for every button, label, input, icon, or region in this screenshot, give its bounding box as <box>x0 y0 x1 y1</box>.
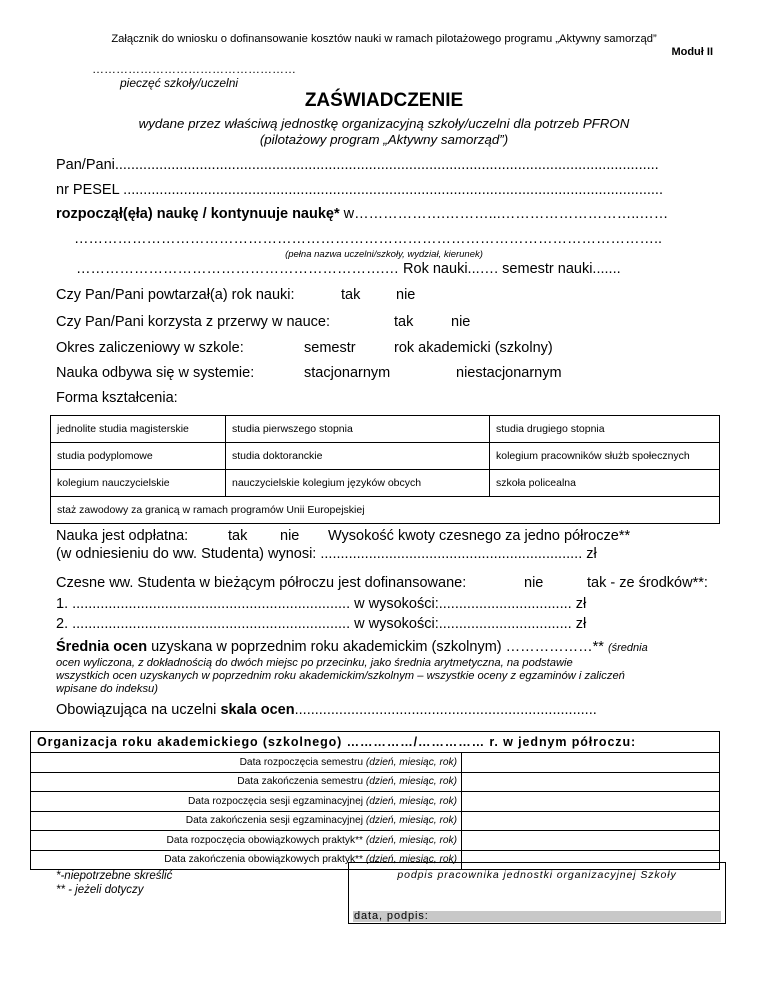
date-label: Data zakończenia obowiązkowych praktyk** (dzień, miesiąc, rok) <box>31 850 462 870</box>
pesel-field[interactable]: nr PESEL ...................................................................................................................................... <box>56 182 663 198</box>
paid-question: Nauka jest odpłatna: <box>56 528 189 544</box>
period-semester[interactable]: semestr <box>304 340 356 356</box>
signature-title: podpis pracownika jednostki organizacyjnej Szkoły <box>397 869 677 881</box>
grade-scale-label: skala ocen <box>220 702 295 718</box>
date-label: Data zakończenia sesji egzaminacyjnej (dzień, miesiąc, rok) <box>31 811 462 831</box>
year-semester-field[interactable]: ……………………………………………………….… Rok nauki...…. semestr nauki....... <box>76 261 621 277</box>
date-label: Data zakończenia semestru (dzień, miesiąc, rok) <box>31 772 462 792</box>
study-dots: w……………….………...………………………..…… <box>339 206 669 222</box>
table-row <box>31 753 720 773</box>
cofinance-question: Czesne ww. Studenta w bieżącym półroczu jest dofinansowane: <box>56 575 467 591</box>
average-note-3: wpisane do indeksu) <box>56 683 158 695</box>
study-field[interactable] <box>56 206 668 222</box>
break-question: Czy Pan/Pani korzysta z przerwy w nauce: <box>56 314 330 330</box>
form-option[interactable]: studia pierwszego stopnia <box>226 416 490 443</box>
date-input[interactable] <box>462 753 720 773</box>
average-note-start: (średnia <box>607 642 648 654</box>
table-row <box>51 470 720 497</box>
subtitle-line2: (pilotażowy program „Aktywny samorząd”) <box>259 132 509 147</box>
education-form-table <box>50 415 720 524</box>
date-input[interactable] <box>462 831 720 851</box>
table-row <box>51 443 720 470</box>
cofinance-no[interactable]: nie <box>524 575 544 591</box>
page-title: ZAŚWIADCZENIE <box>304 90 464 111</box>
date-label: Data rozpoczęcia obowiązkowych praktyk** (dzień, miesiąc, rok) <box>31 831 462 851</box>
date-input[interactable] <box>462 772 720 792</box>
subtitle-line1: wydane przez właściwą jednostkę organizacyjną szkoły/uczelni dla potrzeb PFRON <box>138 116 630 131</box>
signature-box[interactable] <box>348 862 726 924</box>
study-status-label: rozpoczął(ęła) naukę / kontynuuje naukę* <box>56 206 340 222</box>
date-label: Data rozpoczęcia semestru (dzień, miesiąc, rok) <box>31 753 462 773</box>
stamp-dots: …………………………………………… <box>92 62 296 76</box>
table-row <box>31 772 720 792</box>
form-option[interactable]: nauczycielskie kolegium języków obcych <box>226 470 490 497</box>
table-row <box>51 497 720 524</box>
fee-amount-field[interactable]: (w odniesieniu do ww. Studenta) wynosi: ................................................................. zł <box>56 546 597 562</box>
average-dots: uzyskana w poprzednim roku akademickim (szkolnym) ………………** <box>147 639 608 655</box>
stamp-label: pieczęć szkoły/uczelni <box>120 76 239 90</box>
system-fulltime[interactable]: stacjonarnym <box>304 365 391 381</box>
study-dots-line[interactable]: ………………………………………………………………………………………………………….. <box>74 231 663 247</box>
footnote-2: ** - jeżeli dotyczy <box>56 884 144 896</box>
break-no[interactable]: nie <box>451 314 471 330</box>
average-field[interactable] <box>56 639 648 655</box>
grade-scale-field[interactable] <box>56 702 597 718</box>
source-1-field[interactable]: 1. ..................................................................... w wysokości:................................. zł <box>56 596 587 612</box>
form-option[interactable]: kolegium nauczycielskie <box>51 470 226 497</box>
fee-amount-label: Wysokość kwoty czesnego za jedno półrocze** <box>328 528 631 544</box>
system-question: Nauka odbywa się w systemie: <box>56 365 255 381</box>
source-2-field[interactable]: 2. ..................................................................... w wysokości:................................. zł <box>56 616 587 632</box>
form-option[interactable]: studia doktoranckie <box>226 443 490 470</box>
date-input[interactable] <box>462 811 720 831</box>
form-option[interactable]: szkoła policealna <box>490 470 720 497</box>
period-question: Okres zaliczeniowy w szkole: <box>56 340 244 356</box>
date-signature-label: data, podpis: <box>354 910 429 922</box>
repeat-yes[interactable]: tak <box>341 287 361 303</box>
date-label: Data rozpoczęcia sesji egzaminacyjnej (dzień, miesiąc, rok) <box>31 792 462 812</box>
form-option[interactable]: jednolite studia magisterskie <box>51 416 226 443</box>
organization-dates-table <box>30 752 720 870</box>
table-row <box>31 792 720 812</box>
footnote-1: *-niepotrzebne skreślić <box>56 870 173 882</box>
paid-yes[interactable]: tak <box>228 528 248 544</box>
module-label: Moduł II <box>671 46 713 58</box>
school-name-hint: (pełna nazwa uczelni/szkoły, wydział, kierunek) <box>285 249 483 260</box>
annex-header: Załącznik do wniosku o dofinansowanie kosztów nauki w ramach pilotażowego programu „Aktywny samorząd” <box>111 33 657 45</box>
organization-title: Organizacja roku akademickiego (szkolnego) ……………/…………… r. w jednym półroczu: <box>37 735 637 749</box>
average-note-1: ocen wyliczona, z dokładnością do dwóch miejsc po przecinku, jako średnia arytmetyczna, na podstawie <box>56 657 573 669</box>
average-note-2: wszystkich ocen uzyskanych w poprzednim roku akademickim/szkolnym – wszystkie oceny z egzaminów i zaliczeń <box>56 670 625 682</box>
table-row <box>51 416 720 443</box>
date-input[interactable] <box>462 792 720 812</box>
break-yes[interactable]: tak <box>394 314 414 330</box>
organization-header-box <box>30 731 720 753</box>
table-row <box>31 831 720 851</box>
forms-label: Forma kształcenia: <box>56 390 178 406</box>
period-year[interactable]: rok akademicki (szkolny) <box>394 340 553 356</box>
table-row <box>31 811 720 831</box>
system-parttime[interactable]: niestacjonarnym <box>456 365 562 381</box>
form-option[interactable]: studia drugiego stopnia <box>490 416 720 443</box>
date-signature-field[interactable] <box>353 911 721 922</box>
cofinance-yes[interactable]: tak - ze środków**: <box>587 575 708 591</box>
average-label: Średnia ocen <box>56 639 148 655</box>
form-option[interactable]: kolegium pracowników służb społecznych <box>490 443 720 470</box>
grade-scale-dots: ........................................................................... <box>294 702 597 718</box>
repeat-no[interactable]: nie <box>396 287 416 303</box>
form-option[interactable]: staż zawodowy za granicą w ramach programów Unii Europejskiej <box>51 497 720 524</box>
form-option[interactable]: studia podyplomowe <box>51 443 226 470</box>
repeat-question: Czy Pan/Pani powtarzał(a) rok nauki: <box>56 287 295 303</box>
name-field[interactable]: Pan/Pani....................................................................................................................................... <box>56 157 659 173</box>
paid-no[interactable]: nie <box>280 528 300 544</box>
grade-scale-label-start: Obowiązująca na uczelni <box>56 702 221 718</box>
